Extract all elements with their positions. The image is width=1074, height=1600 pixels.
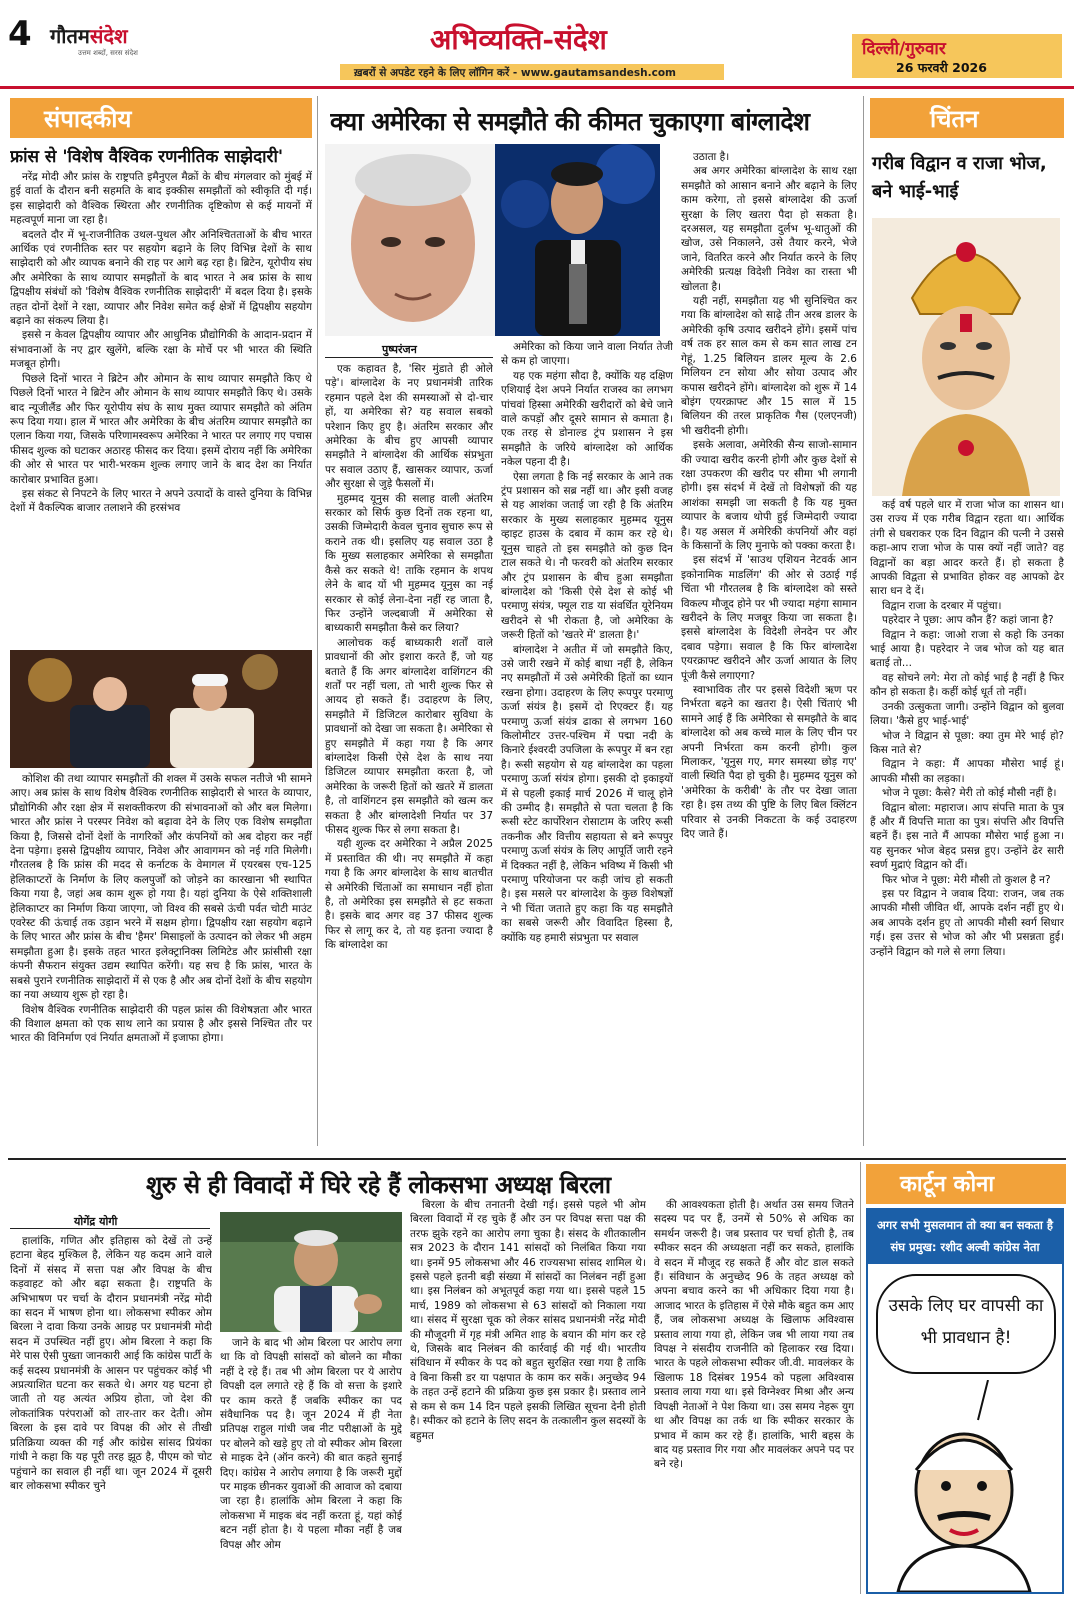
chintan-label: चिंतन — [930, 105, 979, 133]
lead-byline: पुष्परंजन — [382, 343, 417, 356]
paragraph: बांग्लादेश ने अतीत में जो समझौते किए, उसे जारी रखने में कोई बाधा नहीं है, लेकिन नए समझौतों में उसे अमेरिकी हितों का ध्यान रखना होगा। उदाहरण के लिए रूपपुर परमाणु ऊर्जा संयंत्र है। इसमें दो रिएक्टर हैं। यह परमाणु ऊर्जा संयंत्र ढाका से लगभग 160 किलोमीटर उत्तर-पश्चिम में पद्मा नदी के किनारे ईश्वरदी उपजिला के रूपपुर में बन रहा है। रूसी सहयोग से यह बांग्लादेश का पहला परमाणु ऊर्जा संयंत्र होगा। इसकी दो इकाइयों में से पहली इकाई मार्च 2026 में चालू होने की उम्मीद है। समझौते से पता चलता है कि रूसी स्टेट कार्पोरेशन रोसाटाम के जरिए रूसी तकनीक और वित्तीय सहायता से बने रूपपुर परमाणु ऊर्जा संयंत्र के लिए आपूर्ति जारी रहने में दिक्कत नहीं है, लेकिन भविष्य में किसी भी परमाणु परियोजना पर कड़ी जांच हो सकती है। इस मसले पर बांग्लादेश के कुछ विशेषज्ञों ने भी चिंता जताते हुए कहा कि यह समझौते का सबसे जरूरी और विवादित हिस्सा है, क्योंकि यह हमारी संप्रभुता पर सवाल — [501, 643, 673, 944]
raja-bhoj-illustration — [872, 218, 1060, 496]
paragraph: इससे न केवल द्विपक्षीय व्यापार और आधुनिक प्रौद्योगिकी के आदान-प्रदान में संभावनाओं के नए द्वार खुलेंगे, बल्कि रक्षा के मोर्चे पर भी भारत की स्थिति मजबूत होगी। — [10, 329, 312, 371]
paragraph: भोज ने पूछा: कैसे? मेरी तो कोई मौसी नहीं है। — [882, 787, 1057, 800]
paragraph: भोज ने विद्वान से पूछा: क्या तुम मेरे भाई हो? किस नाते से? — [870, 729, 1064, 756]
tarique-illustration — [495, 144, 660, 336]
yunus-photo — [325, 144, 495, 336]
birla-col-2 — [220, 1336, 402, 1594]
paragraph: कई वर्ष पहले धार में राजा भोज का शासन था। उस राज्य में एक गरीब विद्वान रहता था। आर्थिक तंगी से घबराकर एक दिन विद्वान की पत्नी ने उससे कहा-आप राजा भोज के पास क्यों नहीं जाते? वह विद्वानों का बड़ा आदर करते हैं। हो सकता है आपकी विद्वता से प्रभावित होकर वह आपको ढेर सारा धन दे दें। — [870, 499, 1064, 598]
lead-headline: क्या अमेरिका से समझौते की कीमत चुकाएगा बांग्लादेश — [330, 107, 810, 136]
paragraph: बदलते दौर में भू-राजनीतिक उथल-पुथल और अनिश्चितताओं के बीच भारत आर्थिक एवं रणनीतिक स्तर पर सहयोग बढ़ाने के लिए विभिन्न देशों के साथ साझेदारी को और व्यापक बनाने की राह पर आगे बढ़ रहा है। ब्रिटेन, यूरोपीय संघ और अमेरिका के साथ व्यापार समझौतों के बाद भारत ने अब फ्रांस के साथ द्विपक्षीय संबंधों को 'विशेष वैश्विक रणनीतिक साझेदारी' में बदल दिया है। इसके तहत दोनों देशों ने रक्षा, व्यापार और निवेश समेत कई क्षेत्रों में द्विपक्षीय सहयोग बढ़ाने का संकल्प लिया है। — [10, 228, 312, 328]
birla-col-1 — [10, 1234, 212, 1594]
paragraph: इस संकट से निपटने के लिए भारत ने अपने उत्पादों के वास्ते दुनिया के विभिन्न देशों में वैकल्पिक बाजार तलाशने की हरसंभव — [10, 487, 312, 515]
editorial-headline: फ्रांस से 'विशेष वैश्विक रणनीतिक साझेदारी' — [10, 147, 284, 167]
paragraph: विद्वान बोला: महाराज। आप संपत्ति माता के पुत्र हैं और मैं विपत्ति माता का पुत्र। संपत्ति और विपत्ति बहनें हैं। इस नाते मैं आपका मौसेरा भाई हुआ न। यह सुनकर भोज बेहद प्रसन्न हुए। उन्होंने ढेर सारी स्वर्ण मुद्राएं विद्वान को दीं। — [870, 801, 1064, 872]
lead-col-2 — [501, 340, 673, 1152]
paragraph: विद्वान राजा के दरबार में पहुंचा। — [882, 599, 1002, 612]
paragraph: पहरेदार ने पूछा: आप कौन हैं? कहां जाना है? — [882, 614, 1054, 627]
date-box — [852, 34, 1062, 78]
raja-bhoj-drawing — [872, 218, 1060, 496]
paragraph: यही शुल्क दर अमेरिका ने अप्रैल 2025 में प्रस्तावित की थी। नए समझौते में कहा गया है कि अगर बांग्लादेश के साथ बातचीत से अमेरिकी चिंताओं का समाधान नहीं होता है, तो अमेरिका इस समझौते से हट सकता है। इसके बाद अगर वह 37 फीसद शुल्क फिर से लागू कर दे, तो यह इतना ज्यादा है कि बांग्लादेश का — [325, 838, 493, 952]
paragraph: यह एक महंगा सौदा है, क्योंकि यह दक्षिण एशियाई देश अपने निर्यात राजस्व का लगभग पांचवां हिस्सा अमेरिकी खरीदारों को बेचे जाने वाले कपड़ों और दूसरे सामान से कमाता है। एक तरह से डोनाल्ड ट्रंप प्रशासन ने इस समझौते के जरिये बांग्लादेश को आर्थिक नकेल पहना दी है। — [501, 369, 673, 469]
paragraph: बिरला के बीच तनातनी देखी गई। इससे पहले भी ओम बिरला विवादों में रह चुके हैं और उन पर विपक्ष सत्ता पक्ष की तरफ झुके रहने का आरोप लगा चुका है। संसद के शीतकालीन सत्र 2023 के दौरान 141 सांसदों को निलंबित किया गया था। इनमें 95 लोकसभा और 46 राज्यसभा सांसद शामिल थे। इससे पहले इतनी बड़ी संख्या में सांसदों का निलंबन नहीं हुआ था। इस निलंबन को अभूतपूर्व कहा गया था। इससे पहले 15 मार्च, 1989 को लोकसभा से 63 सांसदों को निकाला गया था। संसद में सुरक्षा चूक को लेकर सांसद प्रधानमंत्री नरेंद्र मोदी की मौजूदगी में गृह मंत्री अमित शाह के बयान की मांग कर रहे थे, जिसके बाद निलंबन की कार्रवाई की गई थी। भारतीय संविधान में स्पीकर के पद को बहुत सुरक्षित रखा गया है ताकि वे बिना किसी डर या पक्षपात के काम कर सकें। अनुच्छेद 94 के तहत उन्हें हटाने की प्रक्रिया कुछ इस प्रकार है। प्रस्ताव लाने से कम से कम 14 दिन पहले इसकी लिखित सूचना देनी होती है। स्पीकर को हटाने के लिए सदन के तत्कालीन कुल सदस्यों के बहुमत — [410, 1199, 646, 1442]
editorial-text-top — [10, 170, 312, 648]
om-birla-illustration — [220, 1212, 402, 1332]
paragraph: पिछले दिनों भारत ने ब्रिटेन और ओमान के साथ व्यापार समझौते किए थे पिछले दिनों भारत ने ब्रिटेन और ओमान के साथ व्यापार समझौते किए थे। उसके बाद न्यूजीलैंड और फिर यूरोपीय संघ के साथ मुक्त व्यापार समझौते को अंतिम रूप दिया गया। हाल में भारत और अमेरिका के बीच अंतरिम व्यापार समझौते का एलान किया गया, जिसके परिणामस्वरूप अमेरिका ने भारत पर लगाए गए पचास फीसद शुल्क को घटाकर अठारह फीसद कर दिया। इसमें दोराय नहीं कि अमेरिका की ओर से भारत पर भारी-भरकम शुल्क लगाए जाने के बाद देश का निर्यात कारोबार प्रभावित हुआ। — [10, 372, 312, 486]
paragraph: की आवश्यकता होती है। अर्थात उस समय जितने सदस्य पद पर हैं, उनमें से 50% से अधिक का समर्थन जरूरी है। जब प्रस्ताव पर चर्चा होती है, तब स्पीकर सदन की अध्यक्षता नहीं कर सकते, हालांकि वे सदन में मौजूद रह सकते हैं और वोट डाल सकते हैं। संविधान के अनुच्छेद 96 के तहत अध्यक्ष को अपना बचाव करने का भी अधिकार दिया गया है। आजाद भारत के इतिहास में ऐसे मौके बहुत कम आए हैं, जब लोकसभा अध्यक्ष के खिलाफ अविश्वास प्रस्ताव लाया गया हो, लेकिन जब भी लाया गया तब विपक्ष ने संसदीय राजनीति को हिलाकर रख दिया। भारत के पहले लोकसभा स्पीकर जी.वी. मावलंकर के खिलाफ 18 दिसंबर 1954 को पहला अविश्वास प्रस्ताव लाया गया था। इसे विग्नेश्वर मिश्रा और अन्य विपक्षी नेताओं ने पेश किया था। उस समय नेहरू युग था और विपक्ष का तर्क था कि स्पीकर सरकार के प्रभाव में काम कर रहे हैं। हालांकि, भारी बहस के बाद यह प्रस्ताव गिर गया और मावलंकर अपने पद पर बने रहे। — [654, 1199, 854, 1471]
om-birla-photo — [220, 1212, 402, 1332]
column-divider — [863, 96, 864, 1146]
paragraph: विद्वान ने कहा: मैं आपका मौसेरा भाई हूं। आपकी मौसी का लड़का। — [870, 758, 1064, 785]
cartoon-frame — [866, 1208, 1064, 1594]
paragraph: ऐसा लगता है कि नई सरकार के आने तक ट्रंप प्रशासन को सब्र नहीं था। और इसी वजह से यह आशंका जताई जा रही है कि अंतरिम सरकार के मुख्य सलाहकार मुहम्मद यूनुस व्हाइट हाउस के दबाव में काम कर रहे थे। यूनुस चाहते तो इस समझौते को कुछ दिन टाल सकते थे। नौ फरवरी को अंतरिम सरकार और ट्रंप प्रशासन के बीच हुआ समझौता बांग्लादेश को 'किसी ऐसे देश से कोई भी परमाणु संयंत्र, फ्यूल राड या संवर्धित यूरेनियम खरीदने से भी रोकता है, जो अमेरिका के जरूरी हितों को 'खतरे में' डालता है।' — [501, 470, 673, 642]
column-divider — [317, 96, 318, 1146]
cartoon-bubble-text: उसके लिए घर वापसी का भी प्रावधान है! — [888, 1296, 1044, 1348]
byline-rule — [10, 1228, 210, 1229]
tarique-photo — [495, 144, 660, 336]
birla-col-3 — [410, 1198, 646, 1594]
cartoon-caption: अगर सभी मुसलमान तो क्या बन सकता है संघ प्रमुख: रशीद अल्वी कांग्रेस नेता — [876, 1218, 1054, 1254]
birla-headline: शुरु से ही विवादों में घिरे रहे हैं लोकसभा अध्यक्ष बिरला — [146, 1171, 611, 1199]
lead-col-1 — [325, 362, 493, 1152]
paper-tagline: उत्तम शब्दों, सरस संदेश — [78, 49, 138, 57]
paragraph: आलोचक कई बाध्यकारी शर्तों वाले प्रावधानों की ओर इशारा करते हैं, जो यह बताते हैं कि अगर बांग्लादेश वाशिंगटन की शर्तों पर नहीं चला, तो भारी शुल्क फिर से आयद हो सकते हैं। उदाहरण के लिए, समझौते में डिजिटल कारोबार सुविधा के प्रावधानों को देखा जा सकता है। अमेरिका से हुए समझौते में कहा गया है कि अगर बांग्लादेश किसी ऐसे देश के साथ नया डिजिटल व्यापार समझौता करता है, जो अमेरिका के जरूरी हितों को खतरे में डालता है, तो वाशिंगटन इस समझौते को खत्म कर सकता है और बांग्लादेशी निर्यात पर 37 फीसद शुल्क फिर से लगा सकता है। — [325, 636, 493, 836]
cartoon-caption-band — [868, 1210, 1062, 1264]
editorial-text-bottom — [10, 772, 312, 1142]
paragraph: उनकी उत्सुकता जागी। उन्होंने विद्वान को बुलवा लिया। 'कैसे हुए भाई-भाई' — [870, 700, 1064, 728]
date: 26 फरवरी 2026 — [896, 60, 987, 75]
paragraph: इस संदर्भ में 'साउथ एशियन नेटवर्क आन इकोनामिक माडलिंग' की ओर से उठाई गई चिंता भी गौरतलब है कि बांग्लादेश को सस्ते विकल्प मौजूद होने पर भी ज्यादा महंगा सामान खरीदने के लिए मजबूर किया जा सकता है। इससे बांग्लादेश के विदेशी लेनदेन पर और दबाव पड़ेगा। सवाल है कि फिर बांग्लादेश एयरक्राफ्ट खरीदने और ऊर्जा आयात के लिए पूंजी कैसे लगाएगा? — [681, 554, 857, 682]
paragraph: वह सोचने लगे: मेरा तो कोई भाई है नहीं है फिर कौन हो सकता है। कहीं कोई धूर्त तो नहीं। — [870, 671, 1064, 699]
birla-byline: योगेंद्र योगी — [74, 1215, 118, 1228]
page-title: अभिव्यक्ति-संदेश — [430, 23, 607, 56]
paragraph: इस पर विद्वान ने जवाब दिया: राजन, जब तक आपकी मौसी जीवित थीं, आपके दर्शन नहीं हुए थे। अब आपके दर्शन हुए तो आपकी मौसी स्वर्ग सिधार गई। इस उत्तर से भोज को और भी प्रसन्नता हुई। उन्होंने विद्वान को गले से लगा लिया। — [870, 887, 1064, 958]
paragraph: इसके अलावा, अमेरिकी सैन्य साजो-सामान की ज्यादा खरीद करनी होगी और कुछ देशों से रक्षा उपकरण की खरीद पर सीमा भी लगानी होगी। इस संदर्भ में देखें तो विशेषज्ञों की यह आशंका समझी जा सकती है कि यह मुक्त व्यापार के बजाय थोपी हुई जिम्मेदारी ज्यादा है। यह असल में अमेरिकी कंपनियों और वहां के किसानों के लिए मुनाफे को पक्का करता है। — [681, 439, 857, 552]
column-divider — [860, 1162, 861, 1594]
chintan-headline: गरीब विद्वान व राजा भोज, बने भाई-भाई — [872, 153, 1047, 202]
photo-illustration — [10, 650, 312, 768]
paragraph: स्वाभाविक तौर पर इससे विदेशी ऋण पर निर्भरता बढ़ने का खतरा है। ऐसी चिंताएं भी सामने आई हैं कि अमेरिका से समझौते के बाद बांग्लादेश को अब कच्चे माल के लिए चीन पर अपनी निर्भरता कम करनी होगी। कुल मिलाकर, 'यूनुस गए, मगर समस्या छोड़ गए' वाली स्थिति पैदा हो चुकी है। मुहम्मद यूनुस को 'अमेरिका के करीबी' के तौर पर देखा जाता रहा है। इस तथ्य की पुष्टि के लिए बिल क्लिंटन परिवार से उनकी निकटता के कई उदाहरण दिए जाते हैं। — [681, 684, 857, 841]
cartoon-figure — [868, 1380, 1062, 1592]
paragraph: मुहम्मद यूनुस की सलाह वाली अंतरिम सरकार को सिर्फ कुछ दिनों तक रहना था, उसकी जिम्मेदारी केवल चुनाव सुचारु रूप से कराने तक थी। इसलिए यह सवाल उठा है कि मुख्य सलाहकार अमेरिका से समझौता कैसे कर सकते थे! ताकि रहमान के शपथ लेने के बाद यों भी मुहम्मद यूनुस का नई सरकार से कोई लेना-देना नहीं रह जाता है, फिर उन्होंने जल्दबाजी में अमेरिका से बाध्यकारी समझौता कैसे कर लिया? — [325, 492, 493, 635]
page-number: 4 — [8, 14, 32, 54]
paragraph: फिर भोज ने पूछा: मेरी मौसी तो कुशल है न? — [882, 873, 1051, 886]
paragraph: कोशिश की तथा व्यापार समझौतों की शक्ल में उसके सफल नतीजे भी सामने आए। अब फ्रांस के साथ विशेष वैश्विक रणनीतिक साझेदारी से भारत के व्यापार, प्रौद्योगिकी और रक्षा क्षेत्र में सशक्तीकरण की संभावनाओं को और बल मिलेगा। भारत और फ्रांस ने परस्पर निवेश को बढ़ावा देने के लिए एक विशेष समझौता किया है, जिससे दोनों देशों के नागरिकों और कंपनियों को अब दोहरा कर नहीं देना पड़ेगा। इससे द्विपक्षीय व्यापार, निवेश और आवागमन को नई गति मिलेगी। गौरतलब है कि फ्रांस की मदद से कर्नाटक के वेमागल में एयरबस एच-125 हेलिकाप्टरों के निर्माण के लिए कलपुर्जों को जोड़ने का कारखाना भी स्थापित किया गया है, जहां अब काम शुरू हो गया है। यहां दुनिया के ऐसे शक्तिशाली हेलिकाप्टर का निर्माण किया जाएगा, जो विश्व की सबसे ऊंची पर्वत चोटी माउंट एवरेस्ट की ऊंचाई तक उड़ान भरने में सक्षम होगा। द्विपक्षीय रक्षा सहयोग बढ़ाने के लिए भारत और फ्रांस के बीच 'हैमर' मिसाइलों के उत्पादन को लेकर भी अहम समझौता हुआ है। इसके तहत भारत इलेक्ट्रानिक्स लिमिटेड और फ्रांसीसी रक्षा कंपनी सैफरान संयुक्त उद्यम स्थापित करेंगी। यह सच है कि फ्रांस, भारत के सबसे पुराने रणनीतिक साझेदारों में से एक है और अब दोनों देशों के बीच सहयोग का नया अध्याय शुरू हो रहा है। — [10, 773, 312, 1002]
cartoon-bubble — [876, 1274, 1056, 1374]
paragraph: अमेरिका को किया जाने वाला निर्यात तेजी से कम हो जाएगा। — [501, 341, 673, 368]
modi-macron-photo — [10, 650, 312, 768]
paragraph: अब अगर अमेरिका बांग्लादेश के साथ रक्षा समझौते को आसान बनाने और बढ़ाने के लिए काम करेगा, तो इससे बांग्लादेश की ऊर्जा सुरक्षा के लिए खतरा पैदा हो सकता है। दरअसल, यह समझौता दुर्लभ भू-धातुओं की खोज, उसे निकालने, उसे तैयार करने, भेजे जाने, वितरित करने और निर्यात करने के लिए अमेरिकी प्रत्यक्ष विदेशी निवेश का रास्ता भी खोलता है। — [681, 165, 857, 293]
paragraph: नरेंद्र मोदी और फ्रांस के राष्ट्रपति इमैनुएल मैक्रों के बीच मंगलवार को मुंबई में हुई वार्ता के दौरान बनी सहमति के बाद इक्कीस समझौतों को स्वीकृति दी गई। इस साझेदारी को वैश्विक स्थिरता और रणनीतिक दृष्टिकोण से कई मायनों में महत्वपूर्ण माना जा रहा है। — [10, 171, 312, 227]
lead-col-3 — [681, 150, 857, 1152]
paper-name-2: संदेश — [89, 24, 128, 48]
paragraph: जाने के बाद भी ओम बिरला पर आरोप लगा था कि वो विपक्षी सांसदों को बोलने का मौका नहीं दे रहे हैं। तब भी ओम बिरला पर ये आरोप विपक्षी दल लगाते रहे हैं कि वो सत्ता के इशारे पर काम करते हैं जबकि स्पीकर का पद संवैधानिक पद है। जून 2024 में ही नेता प्रतिपक्ष राहुल गांधी जब नीट परीक्षाओं के मुद्दे पर बोलने को खड़े हुए तो वो स्पीकर ओम बिरला से माइक देने (ऑन करने) की बात कहते सुनाई दिए। कांग्रेस ने आरोप लगाया है कि जरूरी मुद्दों पर माइक छीनकर युवाओं की आवाज को दबाया जा रहा है। हालांकि ओम बिरला ने कहा कि लोकसभा में माइक बंद नहीं करता हूं, यहां कोई बटन नहीं होता है। ये पहला मौका नहीं है जब विपक्ष और ओम — [220, 1337, 402, 1551]
editorial-label: संपादकीय — [44, 105, 132, 133]
paragraph: उठाता है। — [693, 151, 730, 163]
editorial-label-box — [10, 98, 312, 138]
chintan-text — [870, 498, 1064, 1154]
paragraph: यही नहीं, समझौता यह भी सुनिश्चित कर गया कि बांग्लादेश को साढ़े तीन अरब डालर के अमेरिकी कृषि उत्पाद खरीदने होंगे। इसमें पांच वर्ष तक हर साल कम से कम सात लाख टन गेहूं, 1.25 बिलियन डालर मूल्य के 2.6 मिलियन टन सोया और सोया उत्पाद और कपास खरीदने होंगे। बांग्लादेश को शुरू में 14 बोइंग एयरक्राफ्ट और 15 साल में 15 बिलियन की तरल प्राकृतिक गैस (एलएनजी) भी खरीदनी होगी। — [681, 295, 857, 437]
paragraph: एक कहावत है, 'सिर मुंडाते ही ओले पड़े'। बांग्लादेश के नए प्रधानमंत्री तारिक रहमान पहले देश की समस्याओं से दो-चार हों, या अमेरिका से? यह सवाल सबको परेशान किए हुए है। अंतरिम सरकार और अमेरिका के बीच हुए आपसी व्यापार समझौते ने बांग्लादेश की आर्थिक संप्रभुता पर सवाल उठाए हैं, खासकर व्यापार, ऊर्जा और सुरक्षा से जुड़े फैसलों में। — [325, 363, 493, 491]
cartoon-label-box — [866, 1164, 1066, 1204]
lower-section-rule — [8, 1158, 1066, 1160]
paper-logo — [50, 22, 172, 62]
yunus-illustration — [325, 144, 495, 336]
byline-rule — [325, 357, 493, 358]
cartoon-label: कार्टून कोना — [900, 1172, 995, 1197]
birla-col-4 — [654, 1198, 854, 1594]
paragraph: विद्वान ने कहा: जाओ राजा से कहो कि उनका भाई आया है। पहरेदार ने जब भोज को यह बात बताई तो... — [870, 628, 1064, 670]
login-text[interactable]: ख़बरों से अपडेट रहने के लिए लॉगिन करें - www.gautamsandesh.com — [354, 67, 676, 79]
paragraph: हालांकि, गणित और इतिहास को देखें तो उन्हें हटाना बेहद मुश्किल है, लेकिन यह कदम आने वाले दिनों में संसद में सत्ता पक्ष और विपक्ष के बीच कड़वाहट को और बढ़ा सकता है। राष्ट्रपति के अभिभाषण पर चर्चा के दौरान प्रधानमंत्री नरेंद्र मोदी का सदन में भाषण होना था। लोकसभा स्पीकर ओम बिरला ने दावा किया उनके आग्रह पर प्रधानमंत्री मोदी सदन में उपस्थित नहीं हुए। ओम बिरला ने कहा कि मेरे पास ऐसी पुख्ता जानकारी आई कि कांग्रेस पार्टी के कई सदस्य प्रधानमंत्री के आसन पर पहुंचकर कोई भी अप्रत्याशित घटना कर सकते थे। अगर यह घटना हो जाती तो यह अत्यंत अप्रिय होता, जो देश की लोकतांत्रिक परंपराओं को तार-तार कर देती। ओम बिरला के इस दावे पर विपक्ष की ओर से तीखी प्रतिक्रिया व्यक्त की गई और कांग्रेस सांसद प्रियंका गांधी ने कहा कि यह पूरी तरह झूठ है, पीएम को चोट पहुंचाने का सवाल ही नहीं था। जून 2024 में दूसरी बार लोकसभा स्पीकर चुने — [10, 1235, 212, 1492]
paper-name-1: गौतम — [50, 24, 90, 48]
masthead-rule — [0, 86, 1074, 89]
paragraph: विशेष वैश्विक रणनीतिक साझेदारी की पहल फ्रांस की विशेषज्ञता और भारत की विशाल क्षमता को एक साथ लाने का प्रयास है और इससे निश्चित तौर पर भारत की विनिर्माण एवं निर्यात क्षमताओं में इजाफा होगा। — [10, 1003, 312, 1045]
city-day: दिल्ली/गुरुवार — [862, 39, 946, 59]
chintan-label-box — [870, 98, 1064, 138]
